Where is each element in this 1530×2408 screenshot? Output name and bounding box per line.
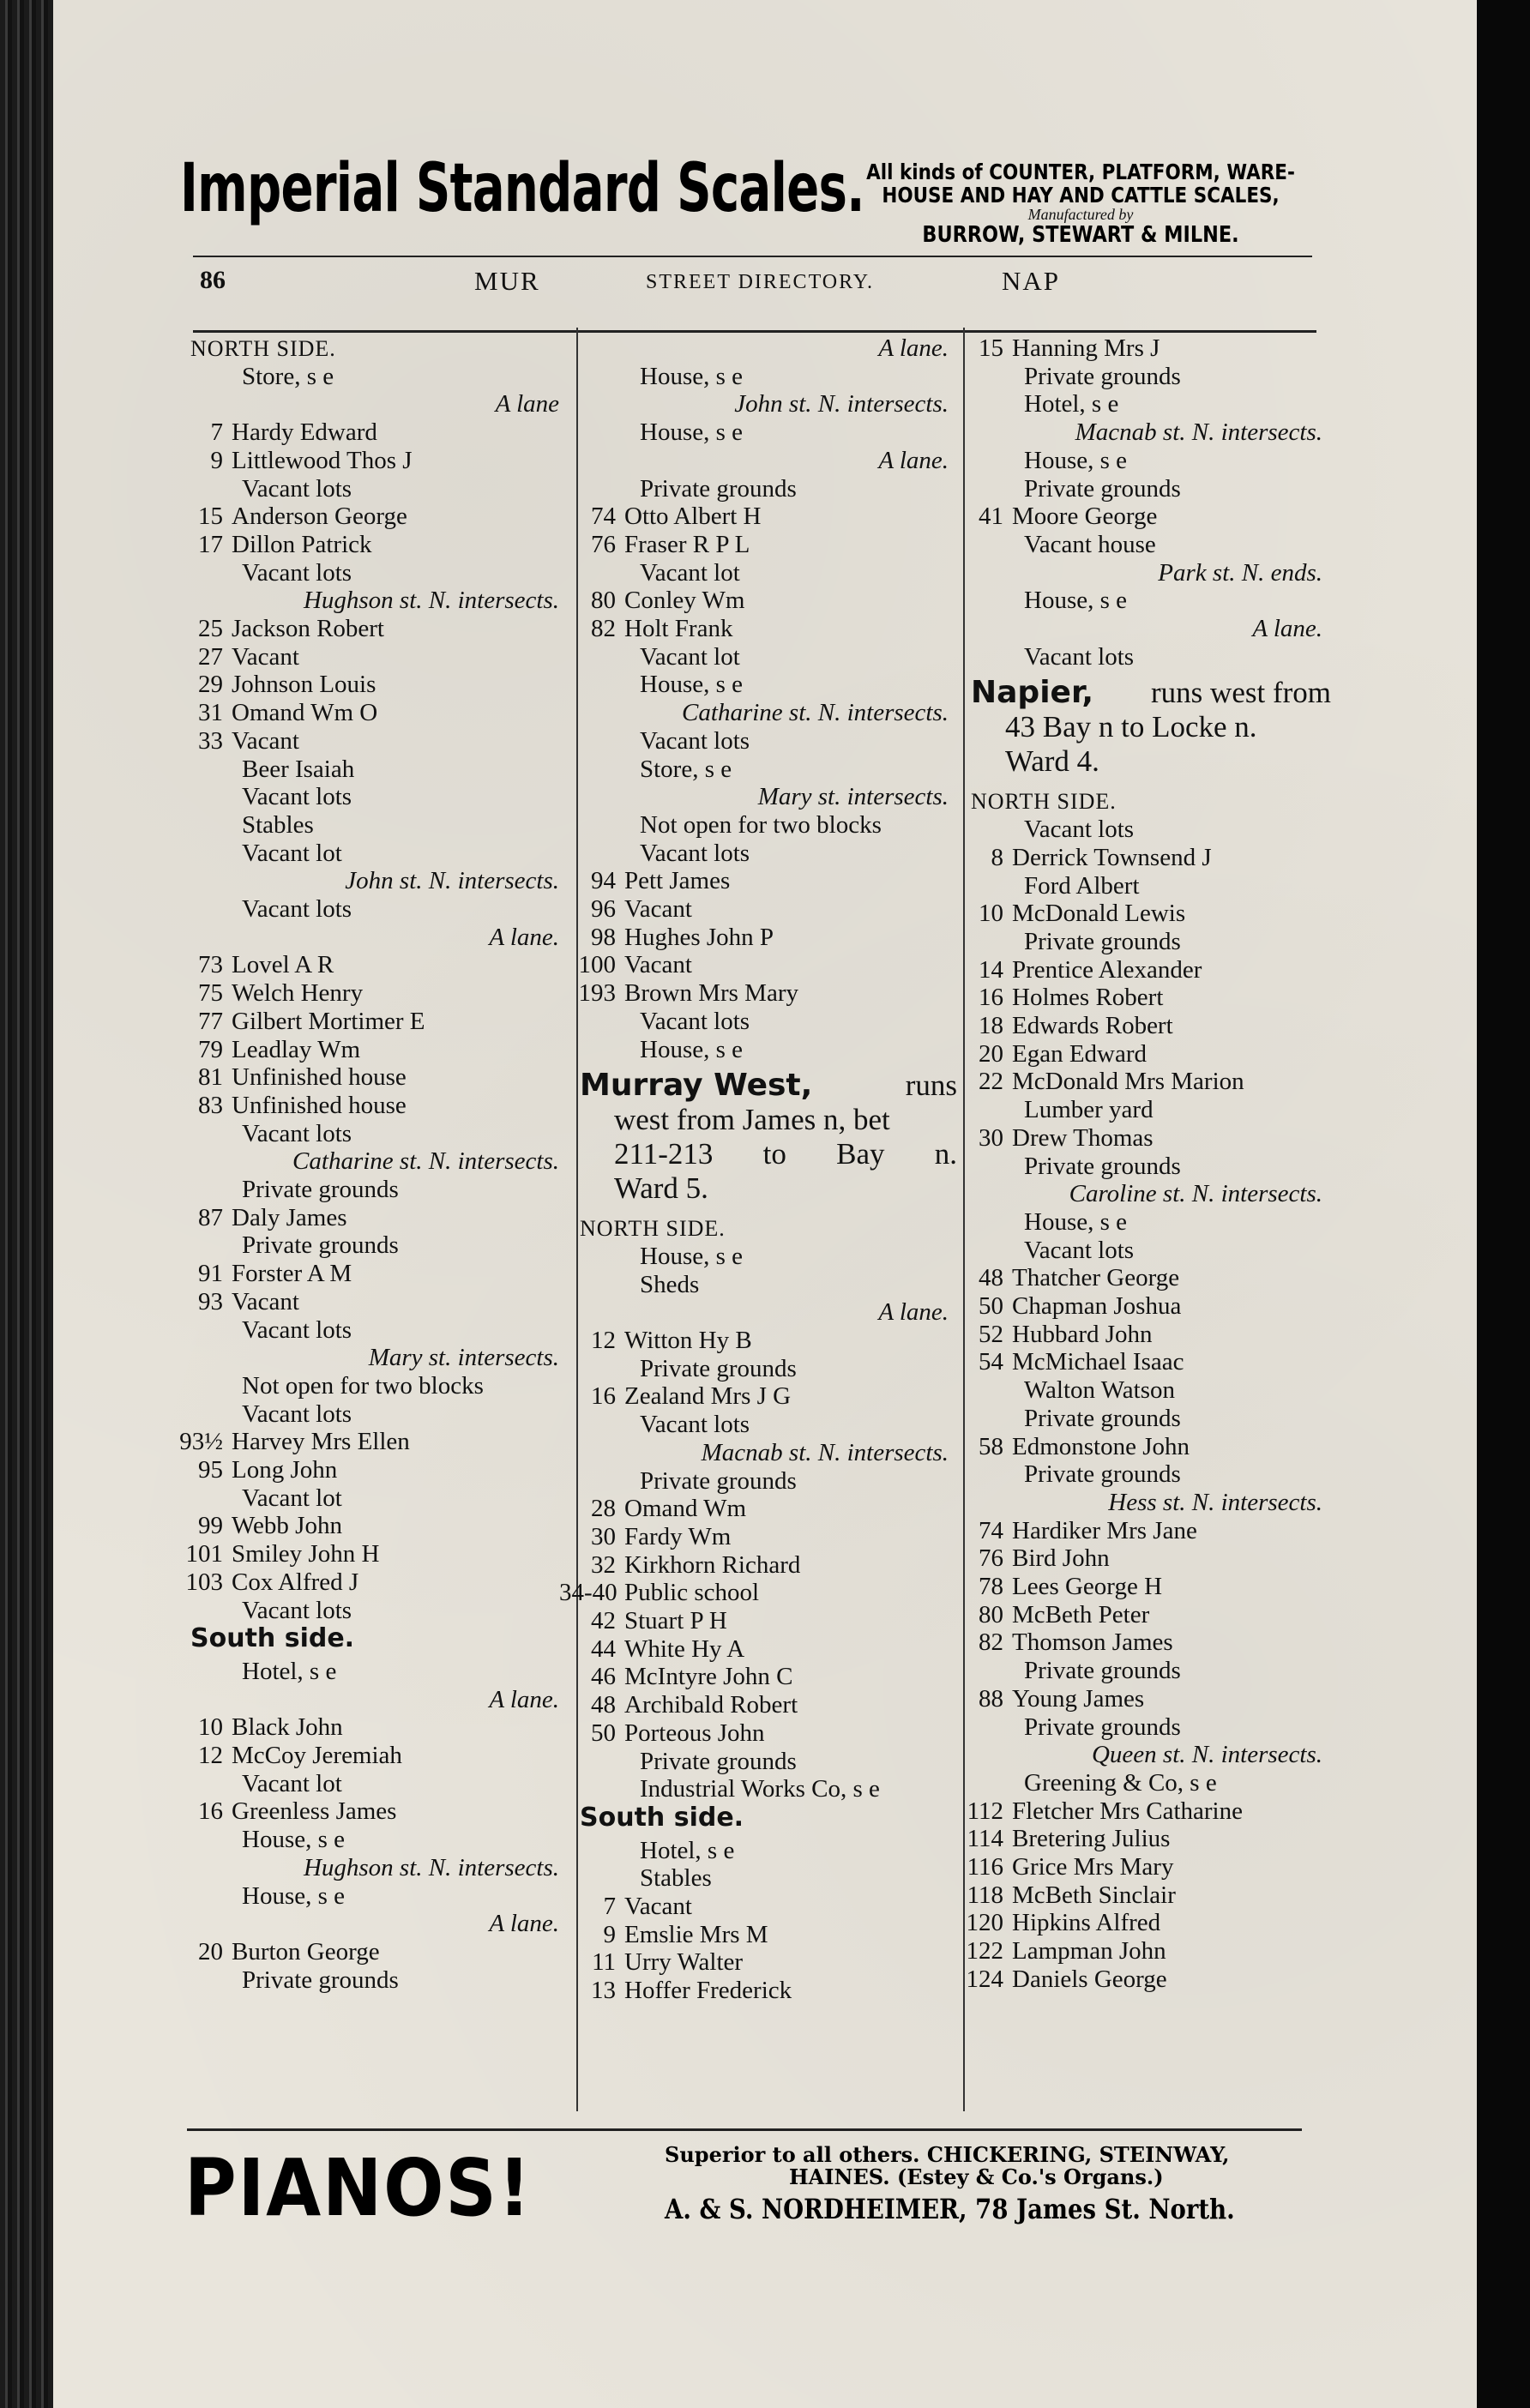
house-number: 10	[198, 1713, 223, 1742]
page-number: 86	[200, 266, 226, 294]
ad-details	[828, 160, 1334, 248]
ad-line-1: All kinds of COUNTER, PLATFORM, WARE-	[866, 160, 1295, 184]
house-number: 50	[591, 1719, 616, 1747]
house-number: 83	[198, 1091, 223, 1119]
entry-text: Vacant lot	[242, 839, 342, 867]
ad-line-2: HOUSE AND HAY AND CATTLE SCALES,	[882, 183, 1280, 208]
entry-text: Beer Isaiah	[242, 755, 355, 783]
resident-name: Hardiker Mrs Jane	[1012, 1516, 1197, 1544]
ad-headline: Imperial Standard Scales.	[180, 150, 864, 227]
entry-text: Private grounds	[640, 1354, 797, 1382]
resident-name: Lees George H	[1012, 1573, 1163, 1600]
side-heading: South side.	[580, 1802, 744, 1833]
resident-name: Hubbard John	[1012, 1320, 1153, 1348]
cross-street: Catharine st. N. intersects.	[682, 699, 949, 727]
entry-text: Vacant lots	[242, 1315, 352, 1344]
resident-name: Vacant	[624, 1893, 692, 1920]
house-number: 9	[603, 1920, 616, 1948]
ad-line-3: Manufactured by	[1027, 206, 1134, 223]
house-number: 22	[979, 1068, 1003, 1096]
house-number: 103	[185, 1568, 223, 1596]
resident-name: Prentice Alexander	[1012, 955, 1202, 984]
resident-name: Hardy Edward	[232, 418, 377, 447]
house-number: 10	[979, 900, 1003, 928]
entry-text: Sheds	[640, 1270, 700, 1298]
house-number: 12	[198, 1742, 223, 1769]
resident-name: Derrick Townsend J	[1012, 843, 1212, 871]
entry-text: House, s e	[242, 1881, 346, 1910]
resident-name: Jackson Robert	[232, 615, 384, 642]
entry-text: House, s e	[640, 362, 744, 390]
resident-name: Fraser R P L	[624, 530, 750, 558]
resident-name: Bird John	[1012, 1544, 1110, 1573]
house-number: 101	[185, 1540, 223, 1568]
entry-text: Vacant lots	[1024, 1236, 1135, 1264]
house-number: 31	[198, 699, 223, 727]
resident-name: Drew Thomas	[1012, 1123, 1154, 1152]
resident-name: Greenless James	[232, 1797, 397, 1826]
resident-name: Harvey Mrs Ellen	[232, 1428, 410, 1456]
house-number: 87	[198, 1203, 223, 1231]
side-heading: South side.	[190, 1623, 355, 1654]
entry-text: Private grounds	[1024, 474, 1181, 503]
entry-text: Stables	[242, 810, 314, 839]
entry-text: Vacant lots	[1024, 816, 1135, 844]
house-number: 80	[979, 1600, 1003, 1628]
resident-name: Lovel A R	[232, 951, 334, 979]
cross-street: Mary st. intersects.	[757, 783, 949, 811]
entry-text: Vacant lots	[1024, 642, 1135, 671]
house-number: 7	[603, 1893, 616, 1920]
house-number: 99	[198, 1512, 223, 1540]
house-number: 93	[198, 1287, 223, 1315]
resident-name: McCoy Jeremiah	[232, 1742, 402, 1769]
house-number: 20	[198, 1937, 223, 1966]
resident-name: Thomson James	[1012, 1628, 1173, 1657]
resident-name: Conley Wm	[624, 587, 745, 615]
house-number: 52	[979, 1320, 1003, 1348]
house-number: 82	[979, 1628, 1003, 1657]
street-description: runs	[905, 1069, 957, 1103]
house-number: 96	[591, 895, 616, 923]
resident-name: Witton Hy B	[624, 1327, 752, 1354]
house-number: 112	[967, 1797, 1003, 1825]
house-number: 122	[966, 1937, 1003, 1966]
house-number: 120	[966, 1909, 1003, 1937]
entry-text: Private grounds	[1024, 1657, 1181, 1685]
entry-text: House, s e	[640, 418, 744, 447]
resident-name: McDonald Lewis	[1012, 900, 1186, 928]
house-number: 13	[591, 1977, 616, 2005]
running-head	[200, 266, 1315, 309]
resident-name: Hoffer Frederick	[624, 1977, 792, 2005]
house-number: 16	[979, 984, 1003, 1012]
side-heading: NORTH SIDE.	[971, 789, 1117, 815]
cross-street: John st. N. intersects.	[345, 867, 559, 895]
resident-name: Lampman John	[1012, 1937, 1166, 1966]
guide-word-right: NAP	[1002, 266, 1061, 296]
resident-name: Pett James	[624, 867, 731, 895]
house-number: 16	[591, 1382, 616, 1411]
house-number: 48	[979, 1264, 1003, 1292]
entry-text: House, s e	[1024, 587, 1128, 615]
house-number: 25	[198, 615, 223, 642]
ward-number: Ward 5.	[614, 1171, 708, 1206]
resident-name: Leadlay Wm	[232, 1035, 361, 1063]
entry-text: Vacant lots	[242, 1596, 352, 1624]
resident-name: Stuart P H	[624, 1607, 727, 1634]
entry-text: Private grounds	[242, 1231, 399, 1260]
entry-text: Greening & Co, s e	[1024, 1768, 1217, 1797]
resident-name: Forster A M	[232, 1260, 352, 1288]
side-heading: NORTH SIDE.	[190, 336, 336, 361]
lane-marker: A lane.	[878, 334, 949, 362]
ward-number: Ward 4.	[1005, 744, 1099, 779]
lane-marker: A lane.	[489, 1910, 559, 1938]
resident-name: Grice Mrs Mary	[1012, 1853, 1174, 1881]
resident-name: Young James	[1012, 1684, 1145, 1713]
header-advertisement	[180, 150, 1338, 257]
house-number: 46	[591, 1663, 616, 1691]
resident-name: Vacant	[232, 642, 299, 671]
house-number: 116	[967, 1853, 1003, 1881]
lane-marker: A lane.	[1252, 615, 1322, 642]
resident-name: Vacant	[232, 1287, 299, 1315]
header-rule-lower	[193, 330, 1316, 333]
house-number: 15	[979, 334, 1003, 362]
binding-edge	[0, 0, 60, 2408]
house-number: 50	[979, 1292, 1003, 1320]
resident-name: Otto Albert H	[624, 503, 762, 531]
entry-text: Vacant house	[1024, 530, 1156, 558]
entry-text: Vacant lots	[640, 1411, 750, 1439]
cross-street: Hughson st. N. intersects.	[303, 587, 559, 615]
footer-ad-details	[665, 2144, 1316, 2224]
footer-rule	[187, 2128, 1302, 2131]
house-number: 80	[591, 587, 616, 615]
entry-text: Industrial Works Co, s e	[640, 1775, 880, 1803]
entry-text: Private grounds	[640, 1747, 797, 1775]
house-number: 114	[967, 1825, 1003, 1853]
street-description: 211-213	[614, 1137, 714, 1171]
house-number: 18	[979, 1012, 1003, 1039]
resident-name: Johnson Louis	[232, 671, 376, 699]
house-number: 100	[578, 951, 616, 979]
house-number: 48	[591, 1691, 616, 1719]
resident-name: Edmonstone John	[1012, 1432, 1190, 1460]
entry-text: Private grounds	[242, 1176, 399, 1203]
footer-ad-headline: PIANOS!	[184, 2142, 533, 2234]
house-number: 16	[198, 1797, 223, 1826]
entry-text: Lumber yard	[1024, 1096, 1154, 1124]
guide-word-left: MUR	[474, 266, 540, 296]
house-number: 88	[979, 1684, 1003, 1713]
street-name: Murray West,	[580, 1068, 813, 1104]
entry-text: House, s e	[1024, 1207, 1128, 1236]
house-number: 42	[591, 1607, 616, 1634]
entry-text: House, s e	[242, 1826, 346, 1854]
scan-border	[1477, 0, 1530, 2408]
entry-text: House, s e	[640, 1242, 744, 1270]
ad-line-4: BURROW, STEWART & MILNE.	[922, 222, 1239, 249]
entry-text: Walton Watson	[1024, 1376, 1176, 1405]
side-heading: NORTH SIDE.	[580, 1216, 726, 1242]
resident-name: White Hy A	[624, 1634, 745, 1663]
resident-name: Vacant	[232, 726, 299, 755]
resident-name: Hanning Mrs J	[1012, 334, 1160, 362]
resident-name: Fletcher Mrs Catharine	[1012, 1797, 1243, 1825]
entry-text: Private grounds	[1024, 1404, 1181, 1432]
house-number: 9	[210, 446, 223, 474]
resident-name: Thatcher George	[1012, 1264, 1180, 1292]
cross-street: Catharine st. N. intersects.	[292, 1147, 559, 1176]
street-heading	[971, 676, 1331, 779]
entry-text: Hotel, s e	[640, 1836, 735, 1864]
house-number: 27	[198, 642, 223, 671]
house-number: 54	[979, 1348, 1003, 1376]
resident-name: Black John	[232, 1713, 343, 1742]
entry-text: Private grounds	[242, 1966, 399, 1994]
resident-name: Kirkhorn Richard	[624, 1550, 801, 1579]
resident-name: McDonald Mrs Marion	[1012, 1068, 1244, 1096]
lane-marker: A lane.	[878, 446, 949, 474]
entry-text: Vacant lots	[242, 783, 352, 811]
street-description: Bay	[836, 1137, 885, 1171]
entry-text: House, s e	[640, 1035, 744, 1063]
entry-text: Vacant lot	[640, 558, 740, 587]
house-number: 14	[979, 955, 1003, 984]
house-number: 78	[979, 1573, 1003, 1600]
entry-text: Vacant lot	[640, 642, 740, 671]
cross-street: Caroline st. N. intersects.	[1069, 1180, 1322, 1208]
entry-text: Hotel, s e	[1024, 390, 1119, 418]
resident-name: Unfinished house	[232, 1063, 407, 1092]
entry-text: Private grounds	[1024, 927, 1181, 955]
entry-text: Vacant lot	[242, 1484, 342, 1512]
resident-name: Daniels George	[1012, 1965, 1167, 1993]
resident-name: Porteous John	[624, 1719, 765, 1747]
resident-name: Edwards Robert	[1012, 1012, 1173, 1039]
house-number: 29	[198, 671, 223, 699]
entry-text: House, s e	[1024, 446, 1128, 474]
street-description: to	[762, 1137, 786, 1171]
house-number: 28	[591, 1495, 616, 1523]
resident-name: Urry Walter	[624, 1948, 744, 1977]
resident-name: Holt Frank	[624, 615, 733, 642]
resident-name: Public school	[624, 1579, 760, 1607]
resident-name: Dillon Patrick	[232, 530, 372, 558]
house-number: 15	[198, 503, 223, 531]
entry-text: Vacant lots	[640, 726, 750, 755]
entry-text: Vacant lot	[242, 1769, 342, 1797]
cross-street: John st. N. intersects.	[734, 390, 949, 418]
entry-text: Not open for two blocks	[242, 1371, 484, 1400]
house-number: 20	[979, 1039, 1003, 1068]
resident-name: Emslie Mrs M	[624, 1920, 768, 1948]
entry-text: Vacant lots	[640, 1007, 750, 1035]
entry-text: Stables	[640, 1864, 712, 1893]
resident-name: Daly James	[232, 1203, 347, 1231]
resident-name: Holmes Robert	[1012, 984, 1164, 1012]
street-description: runs west from	[1151, 676, 1331, 710]
lane-marker: A lane.	[489, 923, 559, 951]
cross-street: Queen st. N. intersects.	[1091, 1741, 1322, 1769]
entry-text: Private grounds	[640, 474, 797, 503]
entry-text: Not open for two blocks	[640, 810, 882, 839]
resident-name: Webb John	[232, 1512, 342, 1540]
resident-name: Egan Edward	[1012, 1039, 1148, 1068]
lane-marker: Park st. N. ends.	[1158, 558, 1322, 587]
resident-name: Chapman Joshua	[1012, 1292, 1182, 1320]
lane-marker: A lane.	[878, 1298, 949, 1327]
resident-name: Omand Wm O	[232, 699, 378, 727]
lane-marker: A lane	[495, 390, 559, 418]
house-number: 30	[591, 1522, 616, 1550]
house-number: 76	[591, 530, 616, 558]
entry-text: Store, s e	[242, 362, 334, 390]
cross-street: Macnab st. N. intersects.	[1075, 418, 1322, 447]
resident-name: Archibald Robert	[624, 1691, 798, 1719]
house-number: 33	[198, 726, 223, 755]
running-title: STREET DIRECTORY.	[646, 271, 875, 293]
resident-name: McMichael Isaac	[1012, 1348, 1184, 1376]
house-number: 8	[991, 843, 1003, 871]
cross-street: Mary st. intersects.	[368, 1344, 559, 1372]
lane-marker: A lane.	[489, 1685, 559, 1713]
entry-text: Ford Albert	[1024, 871, 1140, 900]
entry-text: Private grounds	[1024, 1713, 1181, 1741]
entry-text: Hotel, s e	[242, 1657, 337, 1685]
house-number: 81	[198, 1063, 223, 1092]
house-number: 11	[592, 1948, 616, 1977]
house-number: 79	[198, 1035, 223, 1063]
footer-ad-line-1: Superior to all others. CHICKERING, STEINWAY,	[665, 2142, 1230, 2167]
footer-ad-line-2: HAINES. (Estey & Co.'s Organs.)	[789, 2164, 1164, 2190]
resident-name: Unfinished house	[232, 1091, 407, 1119]
house-number: 95	[198, 1456, 223, 1484]
resident-name: Anderson George	[232, 503, 407, 531]
entry-text: Vacant lots	[242, 1119, 352, 1147]
resident-name: Welch Henry	[232, 979, 364, 1008]
entry-text: Private grounds	[1024, 362, 1181, 390]
entry-text: Vacant lots	[640, 839, 750, 867]
resident-name: Long John	[232, 1456, 338, 1484]
resident-name: Vacant	[624, 895, 692, 923]
house-number: 12	[591, 1327, 616, 1354]
entry-text: Vacant lots	[242, 895, 352, 923]
house-number: 17	[198, 530, 223, 558]
house-number: 82	[591, 615, 616, 642]
cross-street: Hess st. N. intersects.	[1108, 1488, 1322, 1516]
street-name: Napier,	[971, 675, 1094, 711]
resident-name: McBeth Sinclair	[1012, 1881, 1176, 1909]
house-number: 124	[966, 1965, 1003, 1993]
resident-name: Bretering Julius	[1012, 1825, 1171, 1853]
entry-text: Private grounds	[1024, 1152, 1181, 1180]
resident-name: Hipkins Alfred	[1012, 1909, 1161, 1937]
resident-name: Gilbert Mortimer E	[232, 1007, 425, 1035]
house-number: 93½	[179, 1428, 223, 1456]
house-number: 58	[979, 1432, 1003, 1460]
resident-name: Cox Alfred J	[232, 1568, 359, 1596]
street-description: west from James n, bet	[614, 1103, 890, 1137]
street-description: n.	[934, 1137, 957, 1171]
house-number: 118	[967, 1881, 1003, 1909]
resident-name: McBeth Peter	[1012, 1600, 1150, 1628]
house-number: 74	[979, 1516, 1003, 1544]
header-rule	[193, 256, 1312, 257]
house-number: 76	[979, 1544, 1003, 1573]
resident-name: Brown Mrs Mary	[624, 979, 798, 1008]
resident-name: Zealand Mrs J G	[624, 1382, 792, 1411]
house-number: 91	[198, 1260, 223, 1288]
resident-name: Littlewood Thos J	[232, 446, 413, 474]
house-number: 44	[591, 1634, 616, 1663]
house-number: 98	[591, 923, 616, 951]
entry-text: Vacant lots	[242, 1400, 352, 1428]
resident-name: Vacant	[624, 951, 692, 979]
house-number: 32	[591, 1550, 616, 1579]
street-description: 43 Bay n to Locke n.	[1005, 710, 1257, 744]
house-number: 41	[979, 503, 1003, 531]
entry-text: Vacant lots	[242, 474, 352, 503]
cross-street: Macnab st. N. intersects.	[701, 1438, 949, 1466]
entry-text: Vacant lots	[242, 558, 352, 587]
house-number: 77	[198, 1007, 223, 1035]
house-number: 30	[979, 1123, 1003, 1152]
resident-name: McIntyre John C	[624, 1663, 793, 1691]
street-heading	[580, 1069, 957, 1206]
house-number: 193	[578, 979, 616, 1008]
footer-ad-line-3: A. & S. NORDHEIMER, 78 James St. North.	[665, 2192, 1235, 2225]
resident-name: Smiley John H	[232, 1540, 380, 1568]
house-number: 73	[198, 951, 223, 979]
house-number: 75	[198, 979, 223, 1008]
entry-text: Private grounds	[1024, 1460, 1181, 1489]
entry-text: Private grounds	[640, 1466, 797, 1495]
entry-text: Store, s e	[640, 755, 732, 783]
cross-street: Hughson st. N. intersects.	[303, 1853, 559, 1881]
house-number: 7	[210, 418, 223, 447]
resident-name: Omand Wm	[624, 1495, 747, 1523]
resident-name: Burton George	[232, 1937, 380, 1966]
resident-name: Fardy Wm	[624, 1522, 732, 1550]
house-number: 94	[591, 867, 616, 895]
resident-name: Moore George	[1012, 503, 1158, 531]
entry-text: House, s e	[640, 671, 744, 699]
resident-name: Hughes John P	[624, 923, 774, 951]
house-number: 34-40	[559, 1579, 617, 1607]
house-number: 74	[591, 503, 616, 531]
